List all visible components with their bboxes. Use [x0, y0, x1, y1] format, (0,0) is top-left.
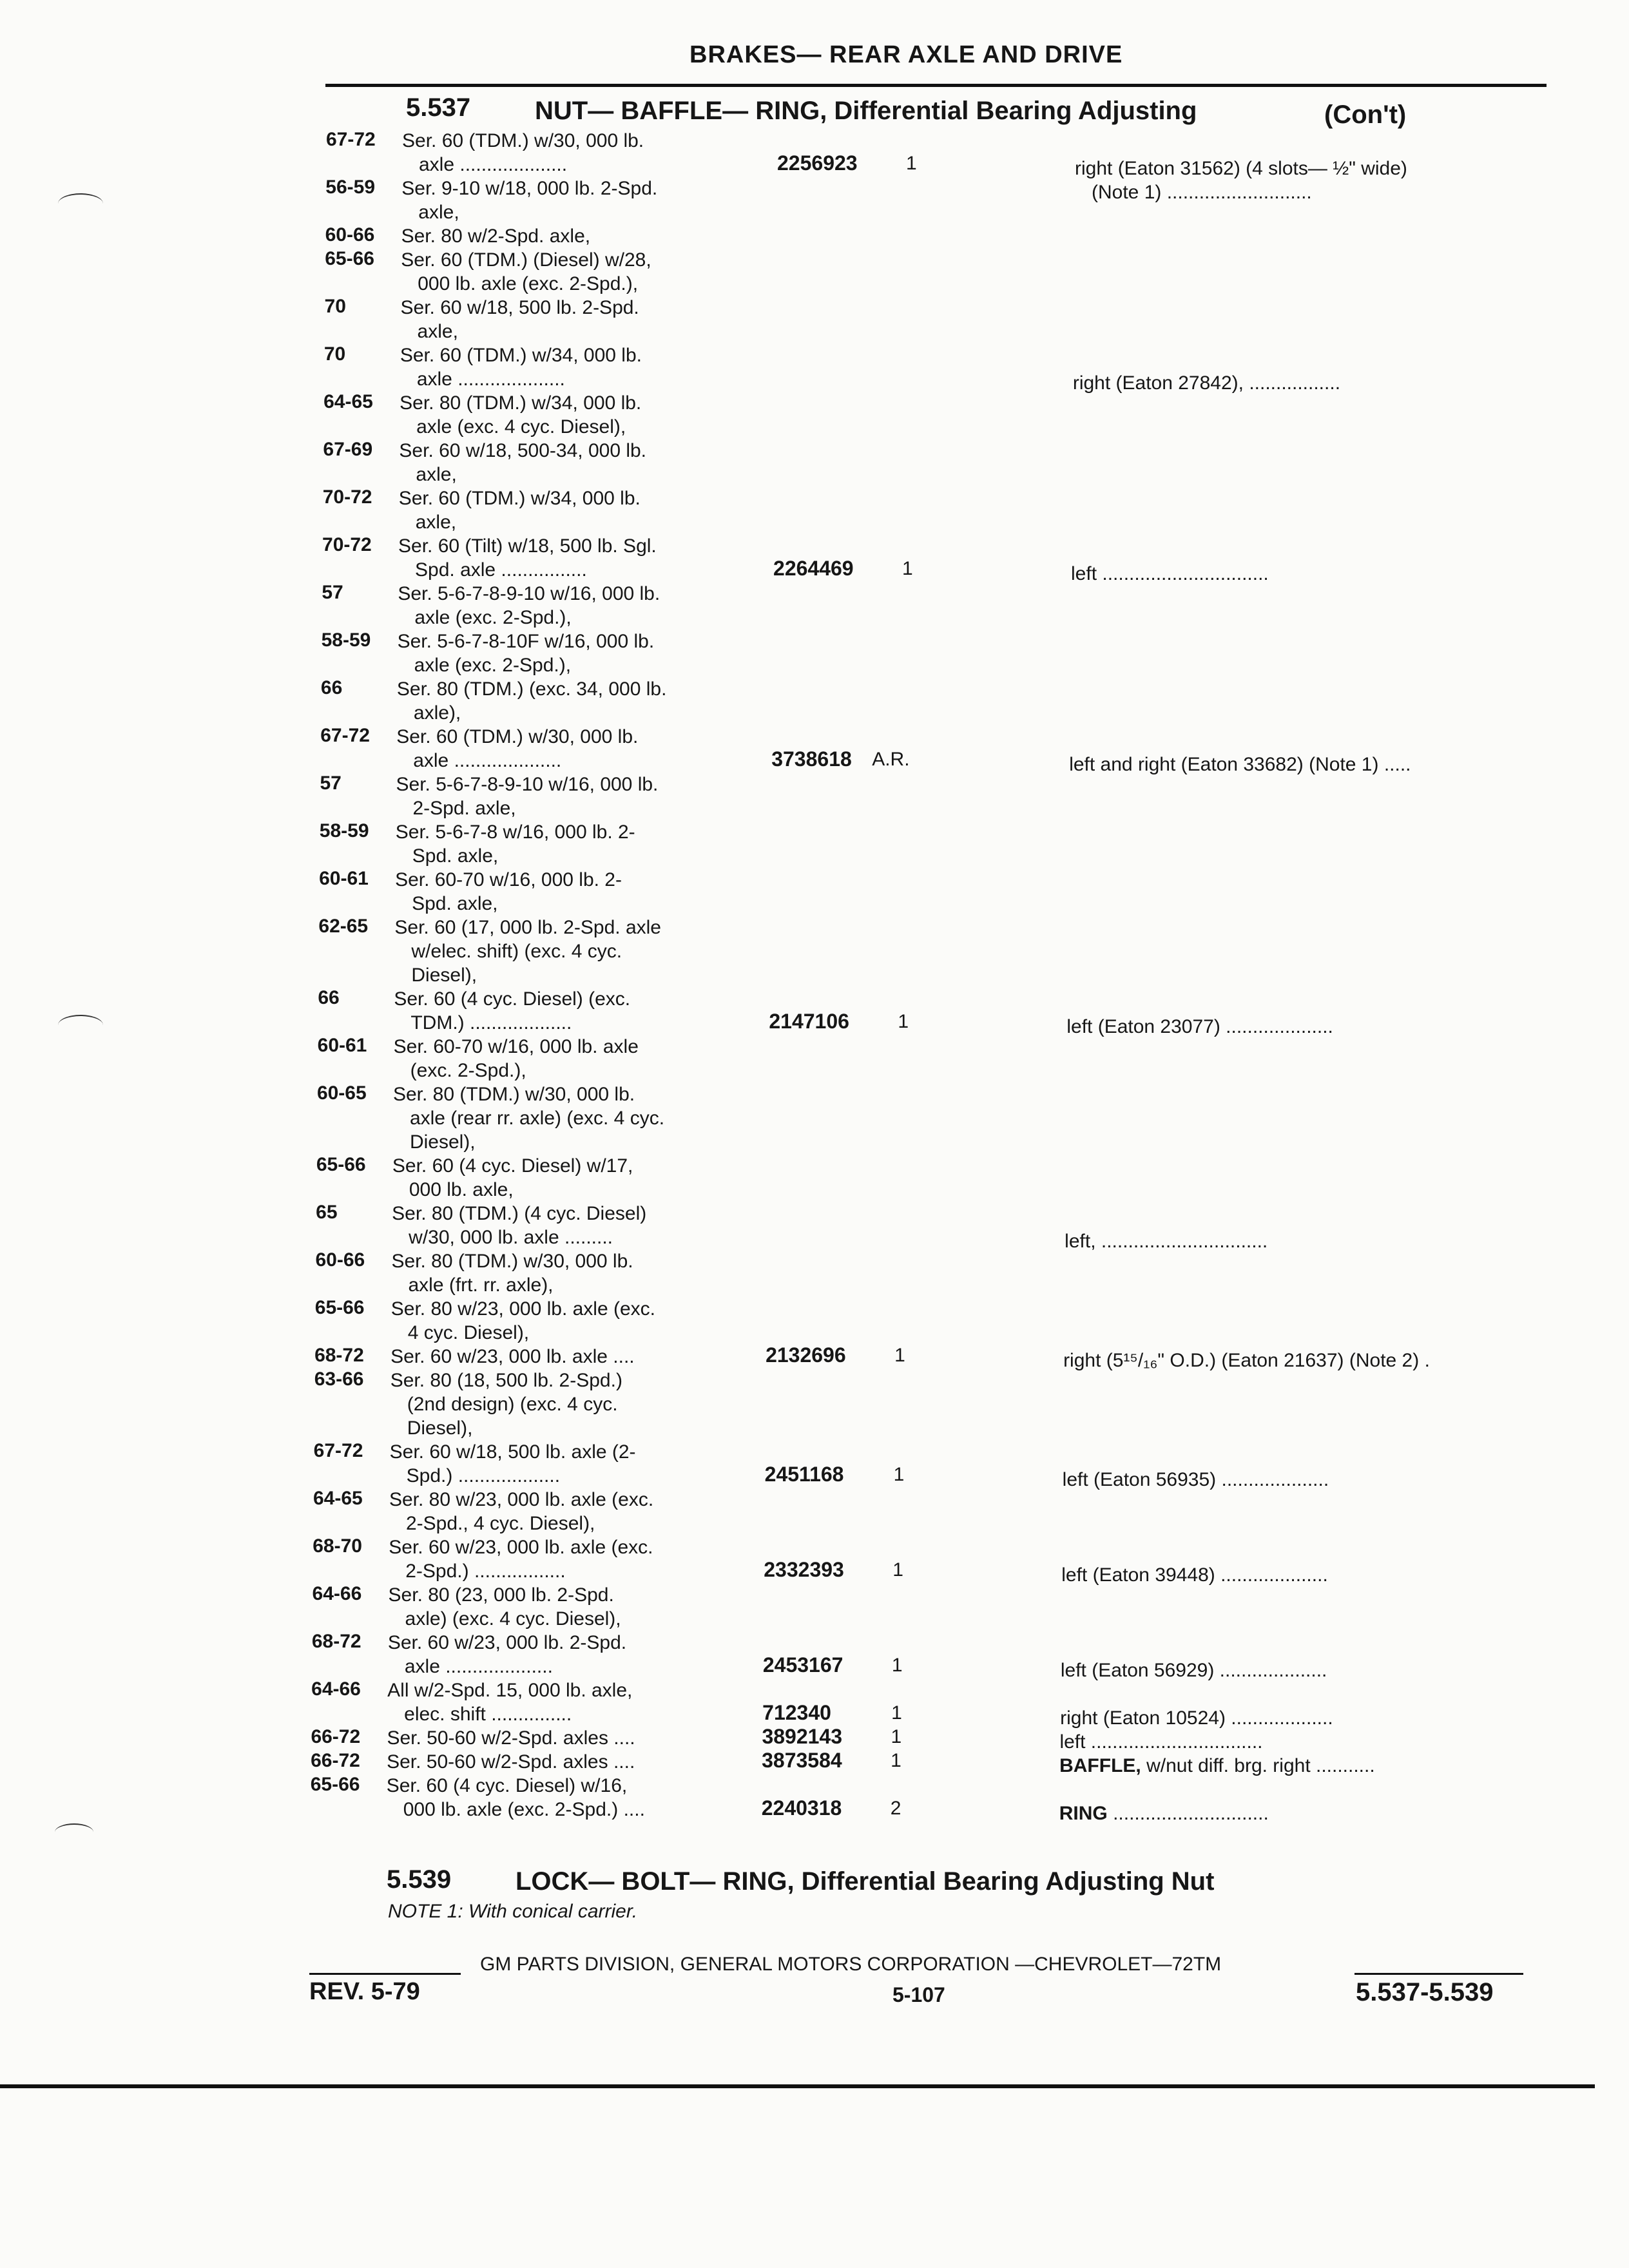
part-number: 2256923	[777, 151, 858, 175]
description-line: w/nut diff. brg. right ...........	[1141, 1755, 1375, 1776]
application-line: Diesel),	[411, 965, 477, 986]
application-line: Diesel),	[407, 1418, 473, 1439]
application-line: axle,	[417, 321, 458, 342]
part-description	[1059, 1730, 1262, 1754]
part-description	[1059, 1754, 1375, 1778]
application-line: 2-Spd., 4 cyc. Diesel),	[405, 1513, 595, 1534]
description-line: left (Eaton 56935) ....................	[1062, 1469, 1329, 1490]
description-line: right (5¹⁵/₁₆" O.D.) (Eaton 21637) (Note 2) .	[1063, 1350, 1430, 1371]
footer-rule-left	[309, 1973, 461, 1975]
application-line: Ser. 60 w/23, 000 lb. 2-Spd.	[387, 1632, 627, 1653]
quantity: 1	[891, 1655, 903, 1676]
quantity: 1	[892, 1559, 903, 1581]
row-application	[387, 1678, 632, 1726]
application-line: Ser. 80 w/23, 000 lb. axle (exc.	[390, 1298, 655, 1320]
part-description	[1075, 157, 1407, 204]
description-line: left (Eaton 39448) ....................	[1061, 1564, 1328, 1586]
application-line: Spd.) ...................	[406, 1465, 561, 1486]
row-year: 64-65	[313, 1488, 363, 1509]
part-description	[1073, 371, 1340, 395]
section-title: NUT— BAFFLE— RING, Differential Bearing Adjusting	[535, 97, 1197, 125]
application-line: Ser. 60 (4 cyc. Diesel) w/16,	[386, 1775, 628, 1796]
row-year: 62-65	[318, 916, 369, 937]
application-line: axle,	[418, 202, 459, 223]
row-application	[394, 916, 661, 987]
description-line: left, ...............................	[1065, 1231, 1268, 1252]
part-description	[1066, 1015, 1333, 1039]
row-application	[390, 1440, 636, 1488]
row-application	[399, 486, 641, 534]
footer-revision: REV. 5-79	[309, 1978, 420, 2005]
application-line: Ser. 60-70 w/16, 000 lb. 2-	[395, 869, 622, 890]
application-line: Ser. 80 (TDM.) (4 cyc. Diesel)	[392, 1203, 647, 1224]
row-year: 67-72	[326, 129, 376, 150]
part-type: RING	[1059, 1803, 1108, 1824]
row-year: 66	[318, 987, 340, 1008]
part-description	[1071, 562, 1269, 586]
description-line: left and right (Eaton 33682) (Note 1) .....	[1069, 754, 1411, 775]
application-line: Ser. 80 (TDM.) w/30, 000 lb.	[391, 1251, 633, 1272]
margin-mark	[58, 1015, 103, 1035]
row-year: 66	[320, 677, 343, 698]
description-line: .............................	[1107, 1803, 1269, 1824]
quantity: A.R.	[872, 749, 910, 770]
application-line: elec. shift ...............	[404, 1704, 572, 1725]
application-line: Ser. 60 w/23, 000 lb. axle (exc.	[389, 1537, 653, 1558]
bottom-edge-rule	[0, 2084, 1595, 2088]
application-line: axle ....................	[413, 750, 562, 771]
row-application	[401, 248, 651, 296]
row-application	[397, 677, 667, 725]
application-line: Ser. 5-6-7-8-9-10 w/16, 000 lb.	[398, 583, 660, 604]
row-application	[388, 1631, 626, 1678]
note-text: NOTE 1: With conical carrier.	[388, 1901, 638, 1922]
section-continued: (Con't)	[1324, 101, 1407, 129]
row-application	[396, 725, 638, 773]
application-line: Ser. 60 (Tilt) w/18, 500 lb. Sgl.	[398, 535, 657, 557]
row-year: 65	[316, 1202, 338, 1223]
part-type: BAFFLE,	[1059, 1755, 1141, 1776]
application-line: Ser. 60 (4 cyc. Diesel) (exc.	[394, 988, 631, 1010]
application-line: w/30, 000 lb. axle .........	[409, 1227, 613, 1248]
application-line: 000 lb. axle,	[409, 1179, 514, 1200]
row-year: 64-66	[312, 1583, 362, 1604]
row-year: 65-66	[325, 248, 374, 269]
application-line: (2nd design) (exc. 4 cyc.	[407, 1394, 618, 1415]
application-line: 4 cyc. Diesel),	[407, 1322, 530, 1343]
description-line: right (Eaton 31562) (4 slots— ½" wide)	[1075, 158, 1407, 179]
application-line: axle,	[416, 464, 457, 485]
row-year: 65-66	[314, 1297, 365, 1318]
part-number: 3892143	[762, 1725, 843, 1748]
quantity: 1	[893, 1464, 905, 1485]
application-line: 2-Spd.) .................	[405, 1561, 566, 1582]
part-number: 2451168	[764, 1463, 844, 1486]
application-line: 000 lb. axle (exc. 2-Spd.) ....	[403, 1799, 645, 1820]
row-year: 60-66	[315, 1249, 365, 1271]
row-application	[402, 129, 644, 177]
application-line: Ser. 80 w/23, 000 lb. axle (exc.	[389, 1489, 654, 1510]
row-application	[396, 820, 635, 868]
description-line: left (Eaton 56929) ....................	[1060, 1660, 1327, 1681]
part-number: 2132696	[766, 1343, 846, 1367]
application-line: Ser. 80 (TDM.) w/34, 000 lb.	[400, 392, 642, 414]
part-description	[1061, 1563, 1328, 1587]
application-line: Ser. 5-6-7-8 w/16, 000 lb. 2-	[395, 822, 635, 843]
application-line: Ser. 80 w/2-Spd. axle,	[401, 226, 591, 247]
row-year: 60-66	[325, 224, 375, 245]
row-year: 63-66	[314, 1369, 364, 1390]
quantity: 1	[891, 1702, 902, 1724]
row-year: 64-66	[311, 1678, 361, 1700]
application-line: Ser. 50-60 w/2-Spd. axles ....	[387, 1727, 635, 1749]
row-year: 67-72	[313, 1440, 363, 1461]
part-number: 712340	[762, 1701, 831, 1724]
application-line: Spd. axle ................	[415, 559, 587, 581]
application-line: Ser. 60 (17, 000 lb. 2-Spd. axle	[394, 917, 661, 938]
application-line: axle (exc. 2-Spd.),	[414, 607, 572, 628]
application-line: axle,	[415, 512, 457, 533]
row-year: 66-72	[311, 1750, 360, 1771]
part-description	[1061, 1658, 1327, 1682]
row-application	[400, 391, 641, 439]
row-application	[396, 773, 659, 820]
footer-corporation: GM PARTS DIVISION, GENERAL MOTORS CORPORATION —CHEVROLET—72TM	[480, 1954, 1222, 1975]
application-line: Diesel),	[409, 1131, 476, 1153]
row-application	[387, 1726, 635, 1750]
row-year: 60-61	[319, 868, 369, 889]
part-number: 2453167	[762, 1653, 843, 1677]
application-line: axle (exc. 4 cyc. Diesel),	[416, 416, 626, 437]
application-line: Ser. 80 (TDM.) (exc. 34, 000 lb.	[396, 678, 667, 700]
section-number: 5.537	[406, 93, 471, 122]
application-line: TDM.) ...................	[410, 1012, 572, 1033]
row-application	[390, 1369, 622, 1440]
application-line: axle (exc. 2-Spd.),	[414, 655, 572, 676]
row-application	[391, 1249, 633, 1297]
part-number: 2332393	[764, 1558, 844, 1581]
section-number-539: 5.539	[387, 1865, 452, 1894]
row-application	[401, 177, 657, 224]
quantity: 1	[898, 1011, 909, 1032]
application-line: axle (rear rr. axle) (exc. 4 cyc.	[409, 1108, 665, 1129]
footer-page-number: 5-107	[892, 1983, 945, 2006]
quantity: 1	[906, 153, 917, 174]
application-line: Ser. 60 w/18, 500 lb. axle (2-	[389, 1441, 636, 1463]
quantity: 1	[891, 1750, 901, 1771]
margin-mark	[55, 1823, 93, 1841]
application-line: 000 lb. axle (exc. 2-Spd.),	[418, 273, 639, 294]
application-line: Ser. 80 (TDM.) w/30, 000 lb.	[392, 1084, 635, 1105]
application-line: axle) (exc. 4 cyc. Diesel),	[405, 1608, 621, 1629]
application-line: w/elec. shift) (exc. 4 cyc.	[411, 941, 622, 962]
application-line: Ser. 60-70 w/16, 000 lb. axle	[393, 1036, 639, 1057]
row-application	[391, 1297, 655, 1345]
row-application	[389, 1488, 653, 1535]
row-year: 68-72	[311, 1631, 361, 1652]
application-line: axle ....................	[416, 369, 565, 390]
description-line: right (Eaton 27842), .................	[1072, 372, 1341, 394]
row-application	[393, 1082, 664, 1154]
application-line: Ser. 60 w/18, 500-34, 000 lb.	[399, 440, 647, 461]
application-line: (exc. 2-Spd.),	[410, 1060, 526, 1081]
row-year: 58-59	[321, 629, 371, 651]
part-number: 2240318	[761, 1796, 842, 1820]
row-application	[387, 1750, 635, 1774]
application-line: Ser. 80 (23, 000 lb. 2-Spd.	[388, 1584, 614, 1606]
row-year: 67-72	[320, 725, 370, 746]
row-year: 58-59	[319, 820, 369, 841]
part-number: 3738618	[771, 747, 852, 771]
row-application	[394, 1035, 639, 1082]
margin-mark	[58, 193, 103, 214]
row-application	[389, 1535, 653, 1583]
part-description	[1060, 1706, 1333, 1730]
application-line: 2-Spd. axle,	[412, 798, 516, 819]
row-year: 60-65	[316, 1082, 367, 1104]
application-line: Ser. 60 (TDM.) w/34, 000 lb.	[400, 345, 642, 366]
row-year: 70-72	[322, 534, 372, 555]
application-line: Ser. 60 (TDM.) w/30, 000 lb.	[402, 130, 644, 151]
row-year: 56-59	[325, 177, 376, 198]
row-year: 65-66	[310, 1774, 360, 1795]
row-application	[400, 343, 642, 391]
row-year: 70-72	[322, 486, 372, 508]
header-rule	[325, 84, 1547, 87]
application-line: axle ....................	[404, 1656, 553, 1677]
quantity: 1	[891, 1726, 902, 1747]
description-line: left (Eaton 23077) ....................	[1066, 1016, 1333, 1037]
footer-section-range: 5.537-5.539	[1356, 1978, 1494, 2006]
description-line: (Note 1) ...........................	[1092, 182, 1312, 203]
row-year: 57	[322, 582, 343, 603]
part-description	[1059, 1802, 1269, 1825]
application-line: Ser. 60 w/23, 000 lb. axle ....	[390, 1346, 635, 1367]
quantity: 2	[890, 1798, 901, 1819]
row-application	[395, 868, 622, 916]
application-line: All w/2-Spd. 15, 000 lb. axle,	[387, 1680, 633, 1701]
footer-rule-right	[1354, 1973, 1523, 1975]
application-line: Ser. 5-6-7-8-9-10 w/16, 000 lb.	[396, 774, 659, 795]
application-line: Spd. axle,	[412, 845, 499, 867]
part-number: 2147106	[769, 1010, 849, 1033]
page-header: BRAKES— REAR AXLE AND DRIVE	[689, 41, 1123, 68]
row-application	[401, 296, 639, 343]
application-line: axle ....................	[419, 154, 568, 175]
application-line: Ser. 60 (4 cyc. Diesel) w/17,	[392, 1155, 633, 1177]
row-year: 67-69	[323, 439, 373, 460]
part-description	[1065, 1229, 1268, 1253]
row-application	[387, 1774, 645, 1821]
row-application	[392, 1202, 646, 1249]
section-title-539: LOCK— BOLT— RING, Differential Bearing Adjusting Nut	[516, 1867, 1215, 1896]
row-year: 66-72	[311, 1726, 361, 1747]
row-year: 68-72	[314, 1345, 364, 1366]
application-line: Ser. 60 (TDM.) w/30, 000 lb.	[396, 726, 639, 747]
application-line: Ser. 60 (TDM.) (Diesel) w/28,	[401, 249, 651, 271]
part-number: 3873584	[762, 1749, 842, 1772]
description-line: left ................................	[1059, 1731, 1263, 1753]
row-year: 57	[320, 773, 342, 794]
application-line: Ser. 50-60 w/2-Spd. axles ....	[387, 1751, 635, 1773]
row-application	[398, 629, 655, 677]
application-line: axle),	[413, 702, 461, 724]
part-description	[1069, 753, 1411, 776]
part-number: 2264469	[773, 557, 854, 580]
description-line: right (Eaton 10524) ...................	[1060, 1707, 1333, 1729]
row-application	[389, 1583, 621, 1631]
row-year: 70	[324, 296, 346, 317]
row-year: 65-66	[316, 1154, 366, 1175]
application-line: Ser. 60 w/18, 500 lb. 2-Spd.	[400, 297, 639, 318]
row-application	[394, 987, 630, 1035]
application-line: Ser. 9-10 w/18, 000 lb. 2-Spd.	[401, 178, 658, 199]
row-year: 68-70	[313, 1535, 362, 1557]
part-description	[1063, 1349, 1430, 1372]
description-line: left ...............................	[1071, 563, 1269, 584]
quantity: 1	[894, 1345, 905, 1366]
row-application	[398, 534, 657, 582]
row-application	[392, 1154, 633, 1202]
row-application	[398, 582, 660, 629]
application-line: Spd. axle,	[412, 893, 498, 914]
row-application	[390, 1345, 635, 1369]
application-line: Ser. 60 (TDM.) w/34, 000 lb.	[398, 488, 641, 509]
row-year: 60-61	[317, 1035, 367, 1056]
row-year: 70	[323, 343, 346, 365]
row-application	[399, 439, 646, 486]
application-line: axle (frt. rr. axle),	[408, 1274, 554, 1296]
quantity: 1	[902, 558, 913, 579]
row-application	[401, 224, 591, 248]
part-description	[1063, 1468, 1329, 1492]
application-line: Ser. 5-6-7-8-10F w/16, 000 lb.	[397, 631, 655, 652]
application-line: Ser. 80 (18, 500 lb. 2-Spd.)	[390, 1370, 622, 1391]
row-year: 64-65	[323, 391, 373, 412]
